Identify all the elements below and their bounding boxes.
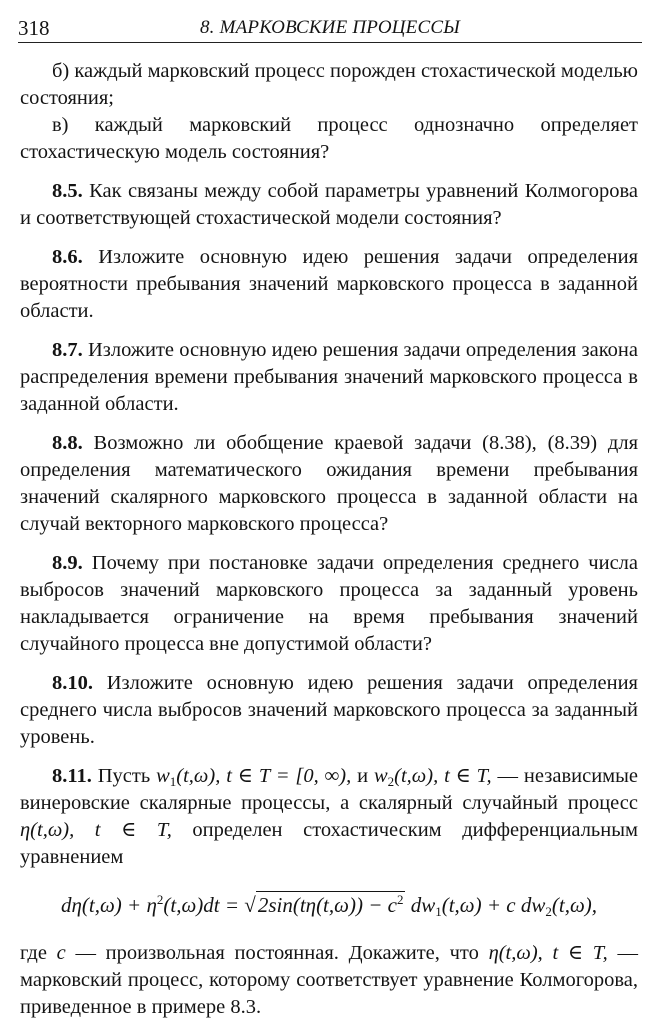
q811-text-1: Пусть bbox=[97, 765, 157, 787]
q811-math-w2: w bbox=[373, 765, 388, 787]
question-number: 8.10. bbox=[52, 672, 93, 694]
conclusion-text-3: — марковский процесс, которому соответствует уравнение Колмогорова, приведенное в примере 8.3. bbox=[20, 942, 639, 1018]
page-header bbox=[18, 12, 642, 43]
formula-rhs-sub-2: 2 bbox=[545, 904, 552, 919]
question-text: Изложите основную идею решения задачи определения вероятности пребывания значений марковского процесса в заданной области. bbox=[20, 246, 639, 322]
q811-text-3: — независимые винеровские скалярные процессы, а скалярный случайный процесс bbox=[20, 765, 639, 814]
q811-math-w1-args: (t,ω), t ∈ T = [0, ∞), bbox=[176, 765, 352, 787]
question-8-10 bbox=[20, 670, 638, 751]
question-number: 8.11. bbox=[52, 765, 92, 787]
question-number: 8.8. bbox=[52, 432, 83, 454]
question-text: Как связаны между собой параметры уравнений Колмогорова и соответствующей стохастической модели состояния? bbox=[20, 180, 639, 229]
q811-math-eta: η(t,ω), t ∈ T, bbox=[20, 819, 172, 841]
question-8-9 bbox=[20, 550, 638, 658]
q811-math-w2-args: (t,ω), t ∈ T, bbox=[394, 765, 492, 787]
question-number: 8.7. bbox=[52, 339, 83, 361]
question-8-7 bbox=[20, 337, 638, 418]
formula-rhs-a: dw bbox=[405, 893, 436, 917]
q811-sub-2: 2 bbox=[387, 774, 395, 789]
page-body bbox=[20, 58, 638, 1021]
subitem-v: в) каждый марковский процесс однозначно определяет стохастическую модель состояния? bbox=[20, 114, 638, 163]
q811-sub-1: 1 bbox=[169, 774, 177, 789]
question-text: Возможно ли обобщение краевой задачи (8.38), (8.39) для определения математического ожидания времени пребывания значений скалярного марковского процесса в заданной области на случай векторного марковского процесса? bbox=[20, 432, 639, 535]
subitem-b: б) каждый марковский процесс порожден стохастической моделью состояния; bbox=[20, 60, 638, 109]
question-text: Изложите основную идею решения задачи определения среднего числа выбросов значений марковского процесса за заданный уровень. bbox=[20, 672, 638, 748]
q811-math-w1: w bbox=[156, 765, 170, 787]
formula-lhs-a: dη(t,ω) + η bbox=[60, 893, 157, 917]
formula-lhs-sup: 2 bbox=[156, 892, 164, 907]
question-number: 8.9. bbox=[52, 552, 83, 574]
conclusion-math-c: c bbox=[56, 942, 66, 964]
question-text: Почему при постановке задачи определения среднего числа выбросов значений марковского процесса за заданный уровень накладывается ограничение на время пребывания значений случайного процесса вне допустимой области? bbox=[20, 552, 638, 655]
conclusion-math-eta: η(t,ω), t ∈ T, bbox=[488, 942, 608, 964]
question-8-11 bbox=[20, 763, 638, 871]
q811-text-4: определен стохастическим дифференциальным уравнением bbox=[20, 819, 638, 868]
formula-rhs-sub-1: 1 bbox=[435, 904, 442, 919]
question-number: 8.5. bbox=[52, 180, 83, 202]
formula-radicand-sup: 2 bbox=[396, 892, 404, 907]
question-8-6 bbox=[20, 244, 638, 325]
radicand bbox=[256, 891, 406, 918]
sde-formula bbox=[20, 891, 638, 918]
question-8-5 bbox=[20, 178, 638, 232]
formula-radicand-text: 2sin(tη(t,ω)) − c bbox=[257, 893, 397, 917]
running-title: 8. МАРКОВСКИЕ ПРОЦЕССЫ bbox=[199, 17, 460, 38]
formula-rhs-c: (t,ω), bbox=[551, 893, 598, 917]
conclusion-text-1: где bbox=[20, 942, 57, 964]
q811-text-2: и bbox=[351, 765, 374, 787]
conclusion-text-2: — произвольная постоянная. Докажите, что bbox=[65, 942, 489, 964]
formula-lhs-b: (t,ω)dt = bbox=[163, 893, 245, 917]
question-8-8 bbox=[20, 430, 638, 538]
page-number: 318 bbox=[18, 16, 50, 40]
question-text: Изложите основную идею решения задачи определения закона распределения времени пребывания значений марковского процесса в заданной области. bbox=[20, 339, 638, 415]
formula-rhs-b: (t,ω) + c dw bbox=[441, 893, 546, 917]
radical-sign: √ bbox=[244, 893, 256, 917]
conclusion-paragraph bbox=[20, 940, 638, 1021]
question-number: 8.6. bbox=[52, 246, 83, 268]
